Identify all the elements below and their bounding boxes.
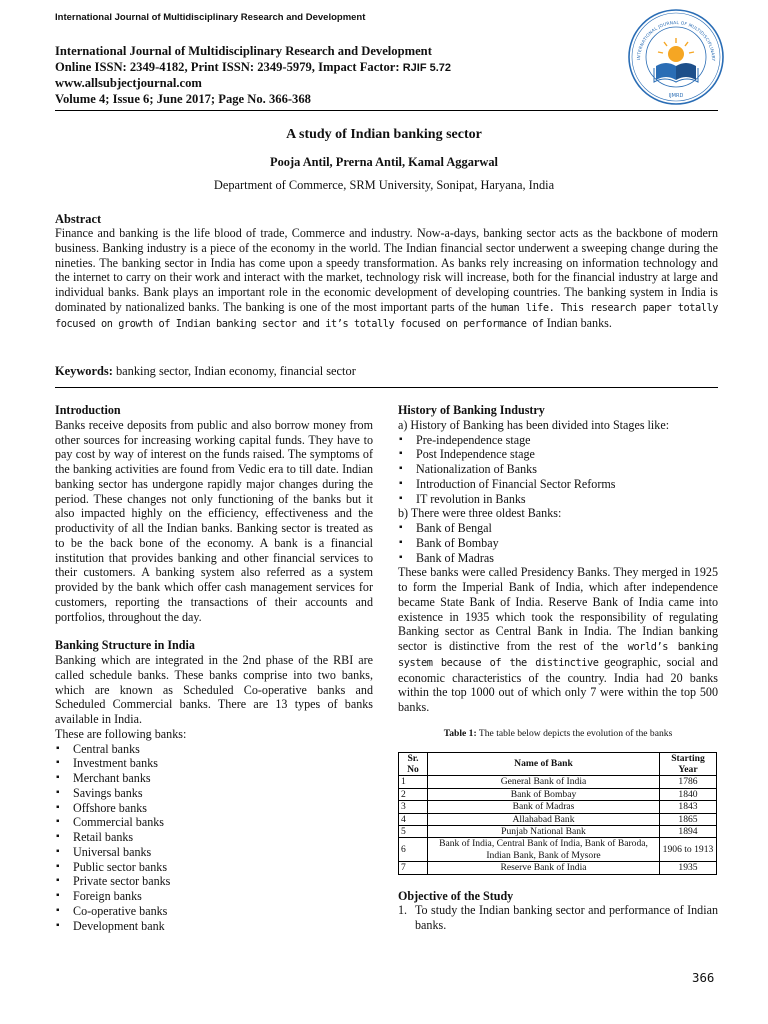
- table-row: [399, 788, 717, 800]
- objective-item-text: To study the Indian banking sector and performance of Indian banks.: [415, 903, 718, 933]
- cell-year: 1840: [660, 788, 717, 800]
- list-item: ▪ Universal banks: [55, 845, 373, 860]
- cell-year: 1865: [660, 813, 717, 825]
- history-heading: History of Banking Industry: [398, 403, 545, 417]
- header-name-of-bank: Name of Bank: [428, 752, 660, 776]
- cell-sr: 3: [399, 801, 428, 813]
- bank-types-list: [55, 742, 373, 934]
- impact-factor: RJIF 5.72: [402, 61, 452, 74]
- cell-sr: 4: [399, 813, 428, 825]
- introduction-heading: Introduction: [55, 403, 121, 417]
- article-affiliation: Department of Commerce, SRM University, Sonipat, Haryana, India: [213, 178, 555, 192]
- list-item: ▪ Private sector banks: [55, 874, 373, 889]
- history-stages-list: [398, 433, 718, 507]
- cell-sr: 1: [399, 776, 428, 788]
- cell-sr: 7: [399, 862, 428, 874]
- header-starting-year: Starting Year: [660, 752, 717, 776]
- header-rule: [55, 110, 718, 111]
- logo-seal-text: INTERNATIONAL JOURNAL OF MULTIDISCIPLINARY: [636, 20, 716, 62]
- list-item: ▪ Bank of Bengal: [398, 521, 718, 536]
- list-item: ▪ IT revolution in Banks: [398, 492, 718, 507]
- abstract-text-3: Indian banks.: [546, 315, 612, 330]
- list-item: ▪ Post Independence stage: [398, 447, 718, 462]
- bank-types-intro: These are following banks:: [55, 726, 187, 741]
- list-item: ▪ Commercial banks: [55, 815, 373, 830]
- cell-bank-name: Bank of Madras: [428, 801, 660, 813]
- list-item: ▪ Bank of Madras: [398, 551, 718, 566]
- list-item: ▪ Bank of Bombay: [398, 536, 718, 551]
- keywords-line: [55, 364, 356, 379]
- list-item: ▪ Central banks: [55, 742, 373, 757]
- cell-year: 1935: [660, 862, 717, 874]
- objective-heading: Objective of the Study: [398, 888, 514, 903]
- sun-rays-icon: [658, 38, 694, 62]
- table-row: [399, 825, 717, 837]
- cell-bank-name: Bank of India, Central Bank of India, Bank of Baroda, Indian Bank, Bank of Mysore: [428, 838, 660, 862]
- cell-year: 1894: [660, 825, 717, 837]
- article-title: A study of Indian banking sector: [286, 127, 482, 142]
- table-row: [399, 801, 717, 813]
- cell-bank-name: Punjab National Bank: [428, 825, 660, 837]
- banking-structure-body: Banking which are integrated in the 2nd phase of the RBI are called schedule banks. These banks comprise into two banks, which are known as Scheduled Co-operative banks and Scheduled Commercial banks. There are 13 types of banks available in India.: [55, 653, 373, 726]
- cell-sr: 5: [399, 825, 428, 837]
- list-item: ▪ Offshore banks: [55, 801, 373, 816]
- history-intro-b: b) There were three oldest Banks:: [398, 506, 562, 521]
- journal-issn: [55, 60, 615, 77]
- objective-item: [398, 903, 718, 933]
- objective-item-number: 1.: [398, 903, 408, 918]
- abstract-heading: Abstract: [55, 212, 102, 226]
- cell-bank-name: Bank of Bombay: [428, 788, 660, 800]
- list-item: ▪ Savings banks: [55, 786, 373, 801]
- list-item: ▪ Introduction of Financial Sector Reforms: [398, 477, 718, 492]
- list-item: ▪ Retail banks: [55, 830, 373, 845]
- history-text-2: the world’s banking system because of the distinctive: [398, 641, 718, 669]
- list-item: ▪ Merchant banks: [55, 771, 373, 786]
- journal-volume: Volume 4; Issue 6; June 2017; Page No. 366-368: [55, 91, 311, 106]
- introduction-body: Banks receive deposits from public and also borrow money from other sources for increasing working capital funds. They have to pay cost by way of interest on the funds raised. The symptoms of the banking activities are found from Vedic era to till date. Indian banking sector has undergone rapidly major changes during the period. These changes not only functioning of the banks but it also impacted highly on the efficiency, effectiveness and the productivity of all the Indian banks. Banking sector is treated as to be the back bone of the economy. A bank is a financial institution that provides banking and other financial services to their customers. A banking system also referred as a system provided by the bank which offer cash management services for customers, reporting the transactions of their accounts and portfolios, throughout the day.: [55, 417, 373, 624]
- keywords-label: Keywords:: [55, 364, 113, 378]
- cell-bank-name: Reserve Bank of India: [428, 862, 660, 874]
- history-intro-a: a) History of Banking has been divided into Stages like:: [398, 417, 670, 432]
- bank-evolution-table: [398, 752, 717, 875]
- journal-website: www.allsubjectjournal.com: [55, 76, 202, 91]
- cell-bank-name: Allahabad Bank: [428, 813, 660, 825]
- table-caption: [398, 727, 718, 742]
- cell-year: 1843: [660, 801, 717, 813]
- page-number: 366: [692, 970, 715, 985]
- table-row: [399, 776, 717, 788]
- journal-logo-seal: [626, 8, 726, 106]
- history-body: [398, 565, 718, 715]
- abstract-text-2: human life. This research paper totally focused on growth of Indian banking sector and it’s totally focused on performance of: [55, 301, 718, 330]
- abstract-body: [55, 226, 718, 332]
- oldest-banks-list: [398, 521, 718, 565]
- list-item: ▪ Co-operative banks: [55, 904, 373, 919]
- table-header-row: [399, 752, 717, 776]
- journal-info-block: [55, 44, 615, 107]
- history-text-1: These banks were called Presidency Banks. They merged in 1925 to form the Imperial Bank of India, which after independence became State Bank of India. Reserve Bank of India came into existence in 1935 which took the responsibility of regulating Banking sector as Central Bank in India. The Indian banking sector is distinctive from the rest of: [398, 565, 718, 653]
- abstract-text-1: Finance and banking is the life blood of trade, Commerce and industry. Now-a-days, banking sector acts as the backbone of modern business. Banking industry is a piece of the economy in the world. The Indian financial sector underwent a sweeping change during the nineties. The banking sector in India has come upon a speedy transformation. As banks rely increasing on information technology and the internet to carry on their work and interact with the market, technology risk will increase, both for the financial industry at large and individual banks. Bank plays an important role in the economic development of developing countries. The banking system in India is dominated by nationalized banks. The banking is one of the most important parts of the: [55, 226, 718, 314]
- table-row: [399, 838, 717, 862]
- list-item: ▪ Public sector banks: [55, 860, 373, 875]
- table-row: [399, 813, 717, 825]
- list-item: ▪ Development bank: [55, 919, 373, 934]
- left-column: [55, 403, 373, 933]
- table-row: [399, 862, 717, 874]
- cell-year: 1906 to 1913: [660, 838, 717, 862]
- header-sr-no: Sr. No: [399, 752, 428, 776]
- list-item: ▪ Foreign banks: [55, 889, 373, 904]
- banking-structure-heading: Banking Structure in India: [55, 638, 195, 653]
- journal-issn-text: Online ISSN: 2349-4182, Print ISSN: 2349-5979, Impact Factor:: [55, 59, 400, 74]
- cell-sr: 6: [399, 838, 428, 862]
- running-header: International Journal of Multidisciplinary Research and Development: [55, 12, 366, 23]
- table-caption-text: The table below depicts the evolution of the banks: [478, 727, 673, 739]
- cell-year: 1786: [660, 776, 717, 788]
- open-book-icon: [654, 63, 698, 82]
- abstract-rule: [55, 387, 718, 388]
- logo-bottom-text: IJMRD: [668, 93, 684, 99]
- journal-name: International Journal of Multidisciplinary Research and Development: [55, 44, 432, 58]
- right-column: [398, 403, 718, 933]
- history-text-3: geographic, social and economic characteristics of the country. India had 20 banks within the top 1000 out of which only 7 were within the top 500 banks.: [398, 654, 718, 714]
- keywords-value: banking sector, Indian economy, financial sector: [115, 364, 356, 378]
- cell-sr: 2: [399, 788, 428, 800]
- cell-bank-name: General Bank of India: [428, 776, 660, 788]
- list-item: ▪ Pre-independence stage: [398, 433, 718, 448]
- list-item: ▪ Nationalization of Banks: [398, 462, 718, 477]
- list-item: ▪ Investment banks: [55, 756, 373, 771]
- table-caption-label: Table 1:: [443, 727, 477, 739]
- article-authors: Pooja Antil, Prerna Antil, Kamal Aggarwal: [270, 155, 498, 169]
